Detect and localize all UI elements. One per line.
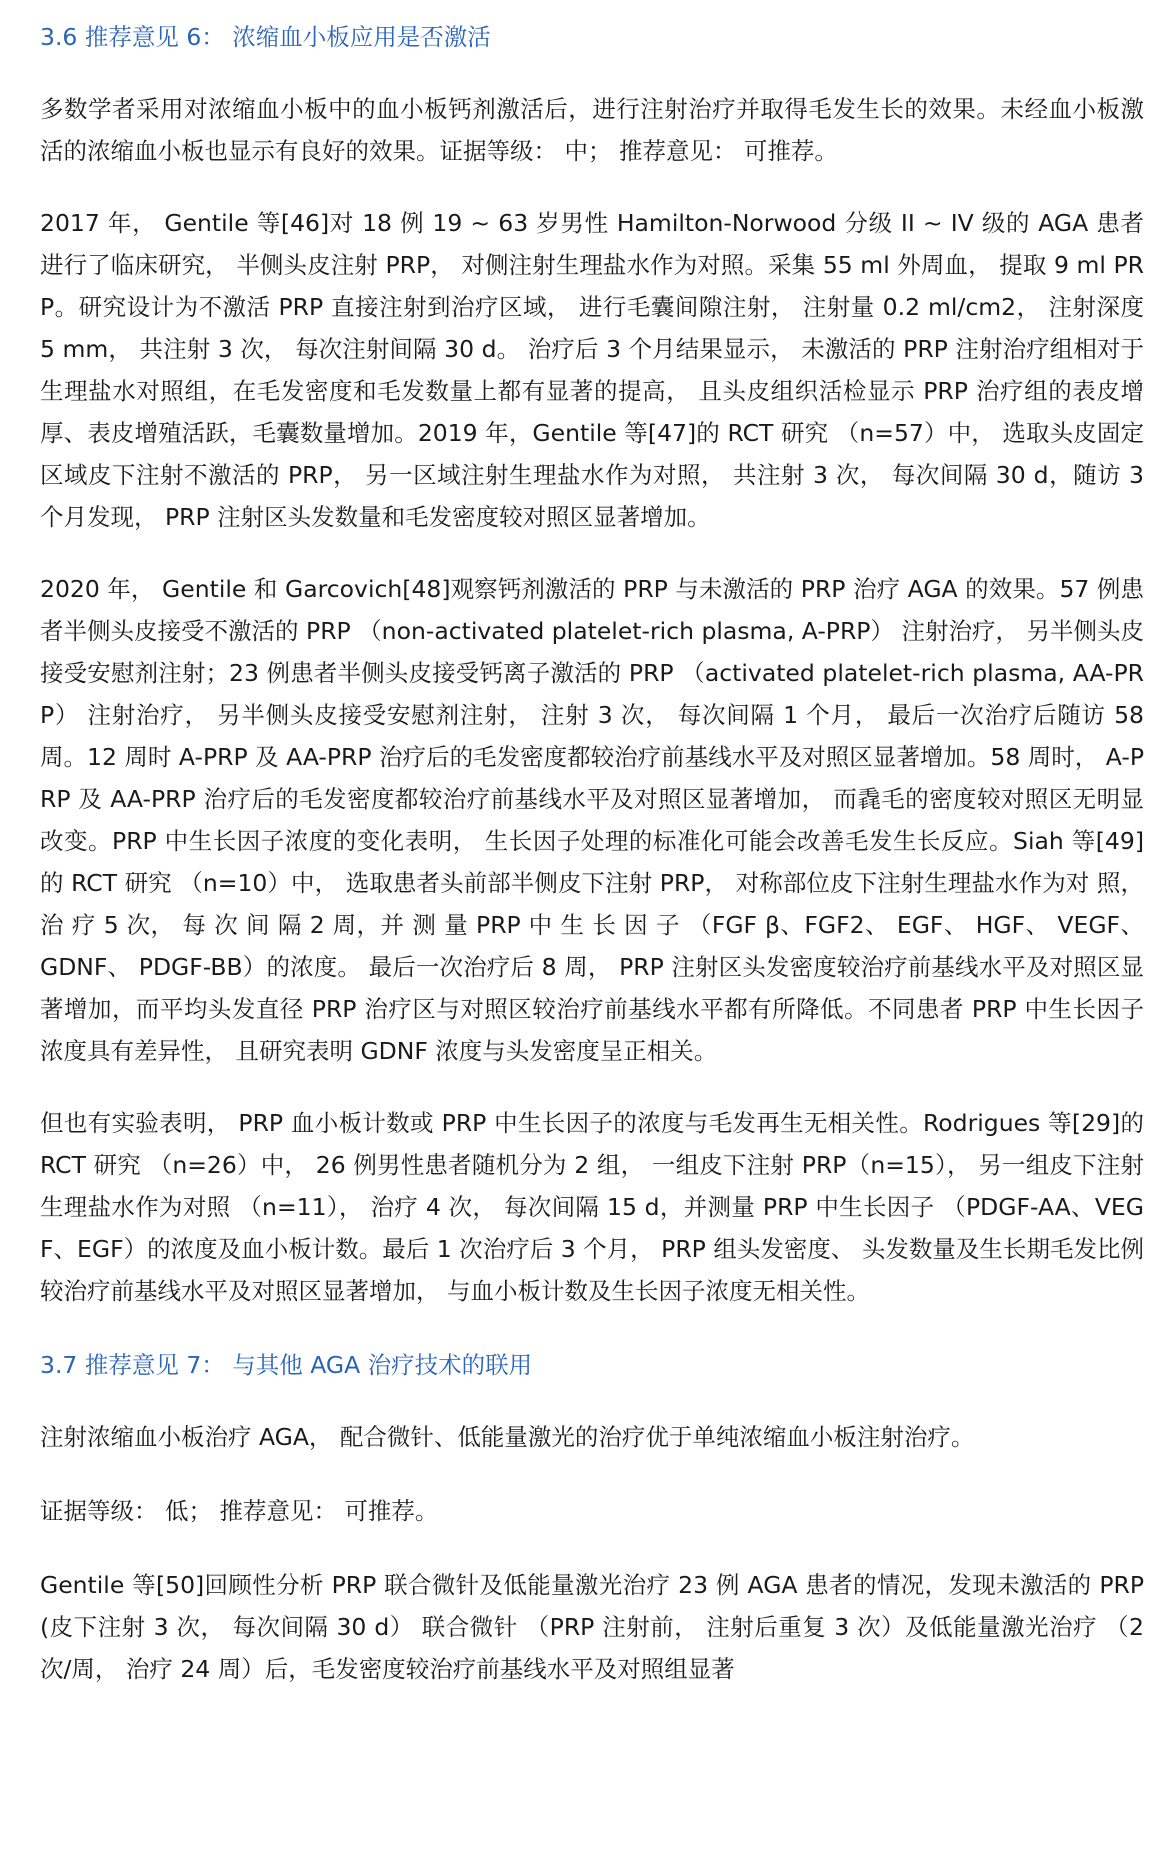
paragraph-3-6-gentile-2020: 2020 年， Gentile 和 Garcovich[48]观察钙剂激活的 PRP 与未激活的 PRP 治疗 AGA 的效果。57 例患者半侧头皮接受不激活的 PRP （non-activated platelet-rich plasma, A-PRP） 注射治疗， 另半侧头皮接受安慰剂注射；23 例患者半侧头皮接受钙离子激活的 PRP （activated platelet-rich plasma, AA-PRP） 注射治疗， 另半侧头皮接受安慰剂注射， 注射 3 次， 每次间隔 1 个月， 最后一次治疗后随访 58 周。12 周时 A-PRP 及 AA-PRP 治疗后的毛发密度都较治疗前基线水平及对照区显著增加。58 周时， A-PRP 及 AA-PRP 治疗后的毛发密度都较治疗前基线水平及对照区显著增加， 而毳毛的密度较对照区无明显改变。PRP 中生长因子浓度的变化表明， 生长因子处理的标准化可能会改善毛发生长反应。Siah 等[49]的 RCT 研究 （n=10）中， 选取患者头前部半侧皮下注射 PRP， 对称部位皮下注射生理盐水作为对 照， 治 疗 5 次， 每 次 间 隔 2 周，并 测 量 PRP 中 生 长 因 子 （FGF β、FGF2、 EGF、 HGF、 VEGF、 GDNF、 PDGF-BB）的浓度。 最后一次治疗后 8 周， PRP 注射区头发密度较治疗前基线水平及对照区显著增加，而平均头发直径 PRP 治疗区与对照区较治疗前基线水平都有所降低。不同患者 PRP 中生长因子浓度具有差异性， 且研究表明 GDNF 浓度与头发密度呈正相关。 [40,575,1144,1065]
paragraph-3-7-gentile: Gentile 等[50]回顾性分析 PRP 联合微针及低能量激光治疗 23 例 AGA 患者的情况，发现未激活的 PRP (皮下注射 3 次， 每次间隔 30 d） 联合微针 （PRP 注射前， 注射后重复 3 次）及低能量激光治疗 （2 次/周， 治疗 24 周）后，毛发密度较治疗前基线水平及对照组显著 [40,1571,1144,1683]
section-heading-3-7: 3.7 推荐意见 7： 与其他 AGA 治疗技术的联用 [40,1351,533,1379]
paragraph-3-6-summary: 多数学者采用对浓缩血小板中的血小板钙剂激活后，进行注射治疗并取得毛发生长的效果。未经血小板激活的浓缩血小板也显示有良好的效果。证据等级： 中； 推荐意见： 可推荐。 [40,95,1144,165]
paragraph-3-7-summary: 注射浓缩血小板治疗 AGA， 配合微针、低能量激光的治疗优于单纯浓缩血小板注射治疗。 [40,1423,975,1451]
section-heading-3-6: 3.6 推荐意见 6： 浓缩血小板应用是否激活 [40,23,491,51]
paragraph-3-7-evidence: 证据等级： 低； 推荐意见： 可推荐。 [40,1497,439,1525]
paragraph-3-6-rodrigues: 但也有实验表明， PRP 血小板计数或 PRP 中生长因子的浓度与毛发再生无相关性。Rodrigues 等[29]的 RCT 研究 （n=26）中， 26 例男性患者随机分为 2 组， 一组皮下注射 PRP（n=15）， 另一组皮下注射生理盐水作为对照 （n=11）， 治疗 4 次， 每次间隔 15 d，并测量 PRP 中生长因子 （PDGF-AA、VEGF、EGF）的浓度及血小板计数。最后 1 次治疗后 3 个月， PRP 组头发密度、 头发数量及生长期毛发比例较治疗前基线水平及对照区显著增加， 与血小板计数及生长因子浓度无相关性。 [40,1109,1144,1305]
paragraph-3-6-gentile-2017: 2017 年， Gentile 等[46]对 18 例 19 ~ 63 岁男性 Hamilton-Norwood 分级 II ~ IV 级的 AGA 患者进行了临床研究， 半侧头皮注射 PRP， 对侧注射生理盐水作为对照。采集 55 ml 外周血， 提取 9 ml PRP。研究设计为不激活 PRP 直接注射到治疗区域， 进行毛囊间隙注射， 注射量 0.2 ml/cm2， 注射深度 5 mm， 共注射 3 次， 每次注射间隔 30 d。 治疗后 3 个月结果显示， 未激活的 PRP 注射治疗组相对于生理盐水对照组，在毛发密度和毛发数量上都有显著的提高， 且头皮组织活检显示 PRP 治疗组的表皮增厚、表皮增殖活跃，毛囊数量增加。2019 年，Gentile 等[47]的 RCT 研究 （n=57）中， 选取头皮固定区域皮下注射不激活的 PRP， 另一区域注射生理盐水作为对照， 共注射 3 次， 每次间隔 30 d，随访 3 个月发现， PRP 注射区头发数量和毛发密度较对照区显著增加。 [40,209,1144,531]
article-body [40,16,1144,1720]
